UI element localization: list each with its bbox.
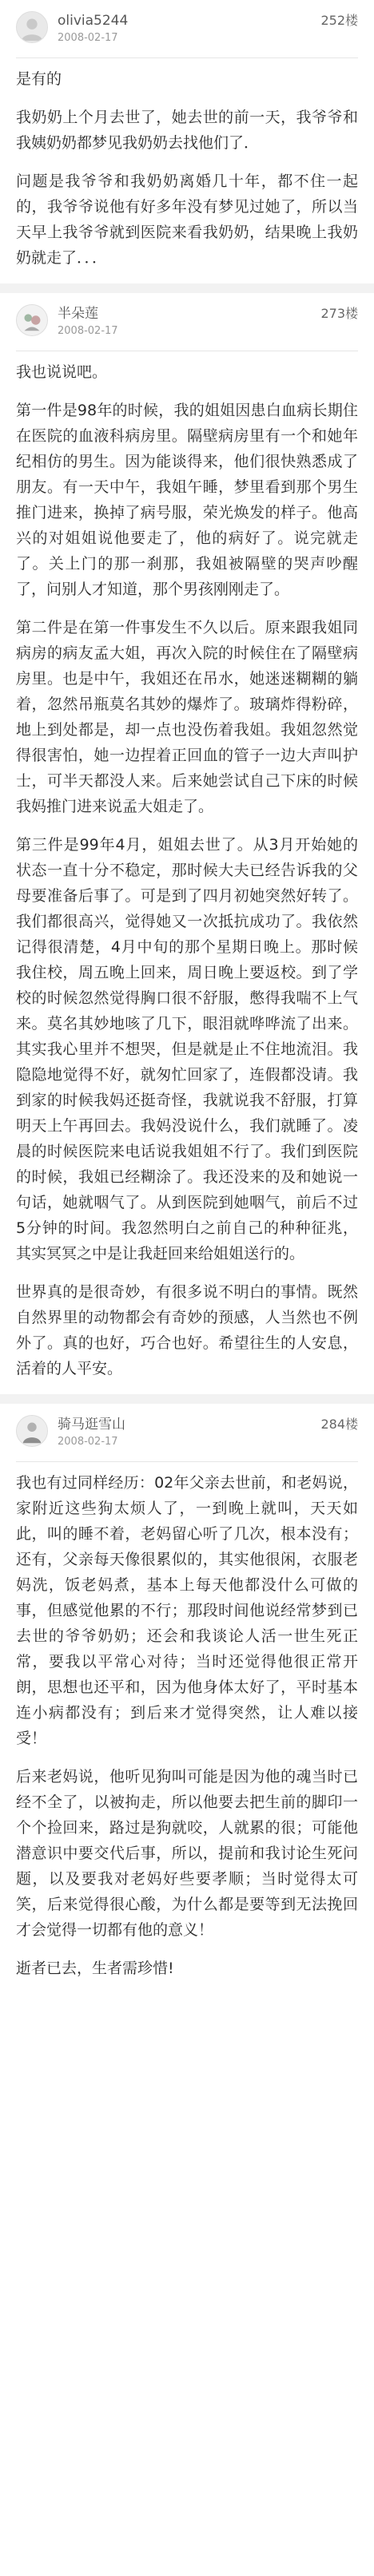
username[interactable]: 半朵莲 bbox=[58, 306, 98, 322]
post-content bbox=[16, 1462, 358, 1981]
post-separator bbox=[0, 283, 374, 293]
post-header bbox=[16, 293, 358, 351]
post-header bbox=[16, 1404, 358, 1461]
closing-remark: 逝者已去，生者需珍惜! bbox=[16, 1960, 174, 1977]
post-content bbox=[16, 351, 358, 1381]
user-avatar-icon bbox=[17, 1416, 47, 1446]
floor-number: 284楼 bbox=[320, 1417, 358, 1432]
paragraph: 我也说说吧。 bbox=[16, 363, 108, 381]
reply-post bbox=[16, 0, 358, 271]
user-avatar-icon bbox=[17, 305, 47, 335]
avatar[interactable] bbox=[16, 11, 48, 43]
floor-number: 273楼 bbox=[320, 306, 358, 321]
post-date: 2008-02-17 bbox=[58, 1436, 118, 1448]
username[interactable]: olivia5244 bbox=[58, 13, 129, 29]
post-content bbox=[16, 58, 358, 271]
avatar[interactable] bbox=[16, 1415, 48, 1447]
avatar[interactable] bbox=[16, 304, 48, 336]
post-separator bbox=[0, 1394, 374, 1404]
paragraph: 后来老妈说，他听见狗叫可能是因为他的魂当时已经不全了，以被拘走，所以他要去把生前的脚印一个个捡回来，路过是狗就咬，人就累的很；可能他潜意识中要交代后事，所以，提前和我讨论生死问题，以及要我对老妈好些要孝顺；当时觉得太可笑，后来觉得很心酸，为什么都是要等到无法挽回才会觉得一切都有他的意义！ bbox=[16, 1768, 358, 1939]
paragraph: 问题是我爷爷和我奶奶离婚几十年，都不住一起的，我爷爷说他有好多年没有梦见过她了，所以当天早上我爷爷就到医院来看我奶奶，结果晚上我奶奶就走了．．． bbox=[16, 172, 358, 267]
user-avatar-icon bbox=[17, 12, 47, 42]
post-date: 2008-02-17 bbox=[58, 32, 118, 44]
username[interactable]: 骑马逛雪山 bbox=[58, 1417, 125, 1433]
paragraph: 我也有过同样经历：02年父亲去世前，和老妈说，家附近这些狗太烦人了，一到晚上就叫，天天如此，叫的睡不着，老妈留心听了几次，根本没有；还有，父亲每天像很累似的，其实他很闲，衣服老妈洗，饭老妈煮，基本上每天他都没什么可做的事，但感觉他累的不行；那段时间他说经常梦到已去世的爷爷奶奶；还会和我谈论人活一世生死正常，要我以平常心对待；当时还觉得他很正常开朗，思想也还平和，因为他身体太好了，平时基本连小病都没有；到后来才觉得突然，让人难以接受！ bbox=[16, 1474, 358, 1747]
paragraph: 第二件是在第一件事发生不久以后。原来跟我姐同病房的病友孟大姐，再次入院的时候住在了隔壁病房里。也是中午，我姐还在吊水，她迷迷糊糊的躺着，忽然吊瓶莫名其妙的爆炸了。玻璃炸得粉碎，地上到处都是，却一点也没伤着我姐。我姐忽然觉得很害怕，她一边捏着正回血的管子一边大声叫护士，可半天都没人来。后来她尝试自己下床的时候我妈推门进来说孟大姐走了。 bbox=[16, 619, 358, 815]
post-date: 2008-02-17 bbox=[58, 325, 118, 337]
paragraph: 世界真的是很奇妙，有很多说不明白的事情。既然自然界里的动物都会有奇妙的预感，人当然也不例外了。真的也好，巧合也好。希望往生的人安息，活着的人平安。 bbox=[16, 1283, 358, 1377]
paragraph: 我奶奶上个月去世了，她去世的前一天，我爷爷和我姨奶奶都梦见我奶奶去找他们了． bbox=[16, 109, 358, 152]
reply-post bbox=[16, 293, 358, 1381]
post-header bbox=[16, 0, 358, 57]
paragraph: 是有的 bbox=[16, 70, 62, 88]
floor-number: 252楼 bbox=[320, 13, 358, 28]
reply-post bbox=[16, 1404, 358, 1981]
paragraph: 第一件是98年的时候，我的姐姐因患白血病长期住在医院的血液科病房里。隔壁病房里有一个和她年纪相仿的男生。因为能谈得来，他们很快熟悉成了朋友。有一天中午，我姐午睡，梦里看到那个男生推门进来，换掉了病号服，荣光焕发的样子。他高兴的对姐姐说他要走了，他的病好了。说完就走了。关上门的那一刹那，我姐被隔壁的哭声吵醒了，问别人才知道，那个男孩刚刚走了。 bbox=[16, 402, 358, 598]
paragraph: 第三件是99年4月，姐姐去世了。从3月开始她的状态一直十分不稳定，那时候大夫已经告诉我的父母要准备后事了。可是到了四月初她突然好转了。我们都很高兴，觉得她又一次抵抗成功了。我依然记得很清楚，4月中旬的那个星期日晚上。那时候我住校，周五晚上回来，周日晚上要返校。到了学校的时候忽然觉得胸口很不舒服，憋得我喘不上气来。莫名其妙地咳了几下，眼泪就哗哗流了出来。其实我心里并不想哭，但是就是止不住地流泪。我隐隐地觉得不好，就匆忙回家了，连假都没请。我到家的时候我妈还挺奇怪，我就说我不舒服，打算明天上午再回去。我妈没说什么，我们就睡了。凌晨的时候医院来电话说我姐姐不行了。我们到医院的时候，我姐已经糊涂了。我还没来的及和她说一句话，她就咽气了。从到医院到她咽气，前后不过5分钟的时间。我忽然明白之前自己的种种征兆，其实冥冥之中是让我赶回来给姐姐送行的。 bbox=[16, 836, 358, 1262]
